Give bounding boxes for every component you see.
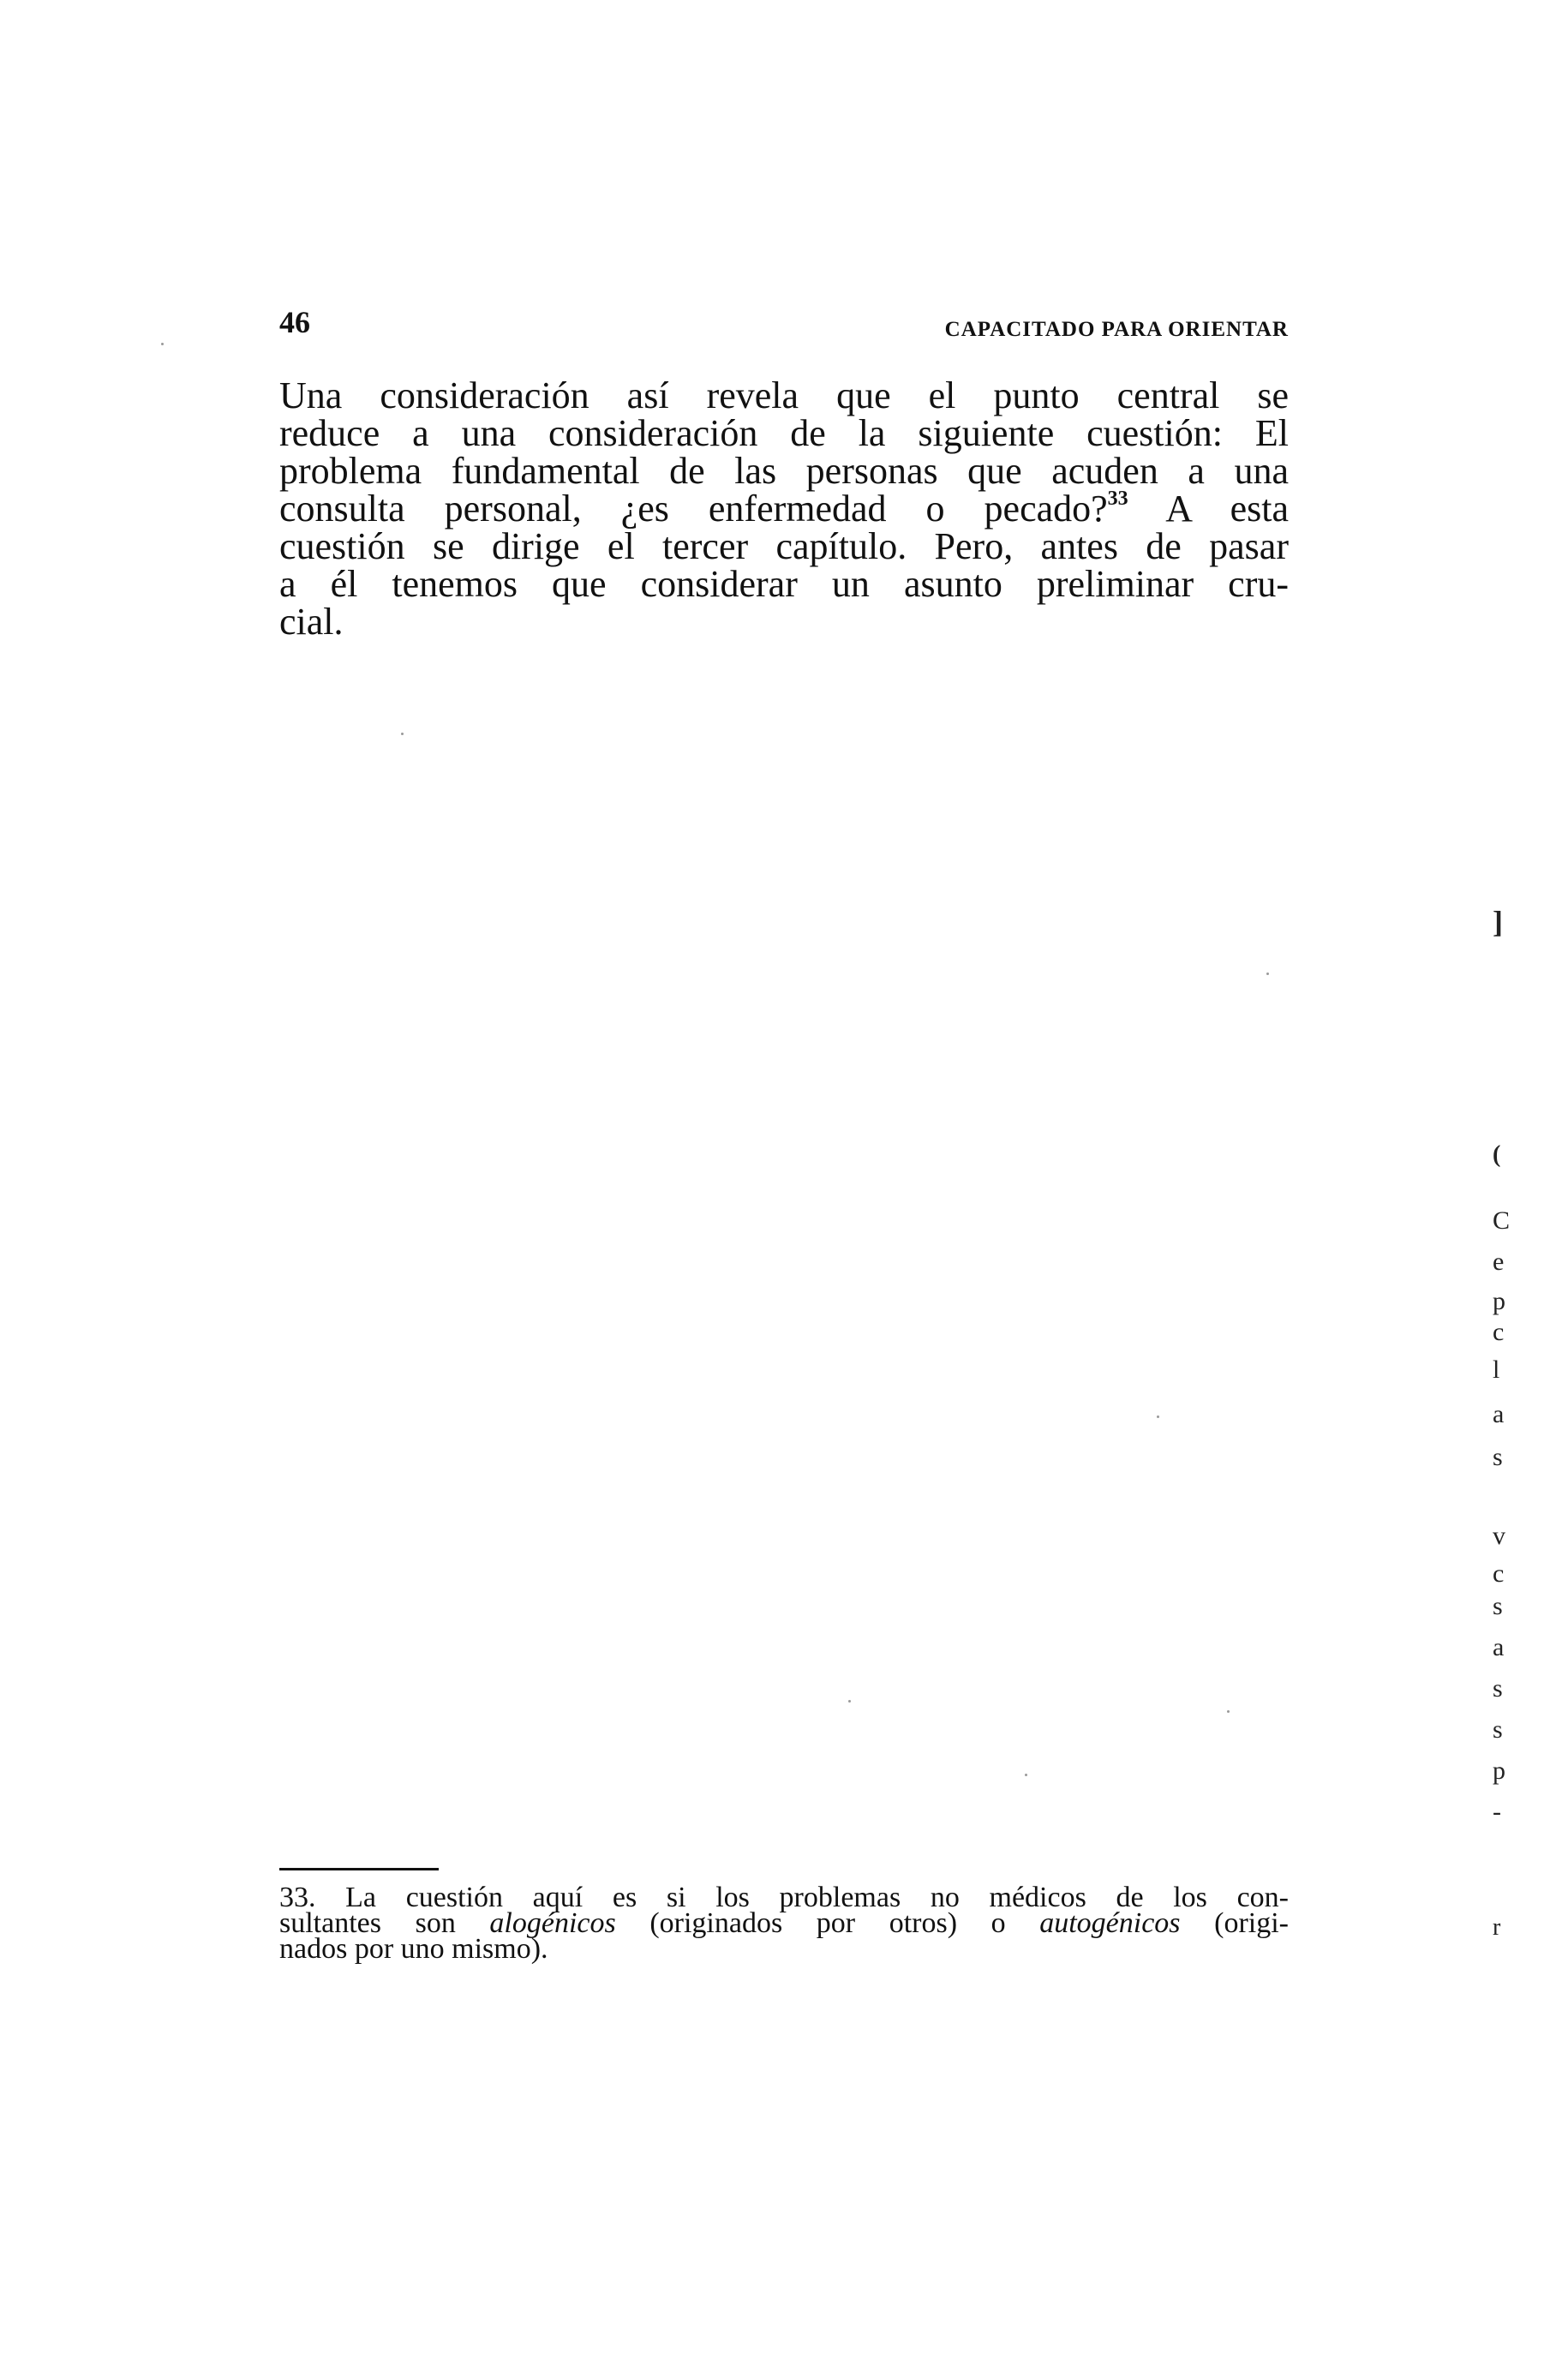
scan-speck: [401, 733, 404, 735]
body-paragraph: [279, 374, 1290, 643]
scan-speck: [161, 343, 164, 345]
bleed-through-char: ]: [1493, 905, 1503, 939]
bleed-through-char: e: [1493, 1248, 1505, 1276]
body-line-text: A esta: [1128, 488, 1290, 530]
body-line: problema fundamental de las personas que acuden a una: [279, 450, 1289, 492]
bleed-through-char: v: [1493, 1522, 1505, 1550]
body-line: cial.: [279, 601, 344, 643]
body-line: [279, 487, 1290, 530]
bleed-through-char: r: [1493, 1914, 1501, 1941]
body-line: Una consideración así revela que el punto central se: [279, 374, 1289, 416]
footnote-text: (originados por otros) o: [615, 1907, 1040, 1939]
bleed-through-char: c: [1493, 1559, 1505, 1588]
bleed-through-char: s: [1493, 1715, 1503, 1744]
bleed-through-char: p: [1493, 1287, 1505, 1315]
footnote: [279, 1882, 1290, 1965]
footnote-text: sultantes son: [279, 1907, 490, 1939]
footnote-italic-term: alogénicos: [489, 1907, 616, 1939]
bleed-through-char: l: [1493, 1356, 1500, 1384]
footnote-text: (origi-: [1180, 1907, 1290, 1939]
bleed-through-char: (: [1493, 1141, 1501, 1168]
footnote-line: nados por uno mismo).: [279, 1933, 548, 1965]
body-line-text: consulta personal, ¿es enfermedad o pecado?: [279, 488, 1108, 530]
bleed-through-char: s: [1493, 1592, 1503, 1620]
scan-speck: [1025, 1774, 1027, 1776]
footnote-text: La cuestión aquí es si los problemas no médicos de los con-: [315, 1882, 1289, 1913]
body-line: reduce a una consideración de la siguiente cuestión: El: [279, 412, 1289, 454]
body-line: cuestión se dirige el tercer capítulo. Pero, antes de pasar: [279, 525, 1289, 567]
body-line: a él tenemos que considerar un asunto preliminar cru-: [279, 563, 1289, 605]
bleed-through-char: -: [1493, 1798, 1501, 1826]
footnote-italic-term: autogénicos: [1039, 1907, 1181, 1939]
bleed-through-char: a: [1493, 1400, 1505, 1428]
bleed-through-char: a: [1493, 1633, 1505, 1661]
scan-speck: [1227, 1710, 1230, 1713]
footnote-rule: [279, 1868, 439, 1870]
bleed-through-char: C: [1493, 1206, 1511, 1235]
bleed-through-char: c: [1493, 1318, 1505, 1346]
scan-speck: [1266, 973, 1269, 975]
scan-speck: [848, 1700, 851, 1703]
bleed-through-char: s: [1493, 1443, 1503, 1471]
footnote-number: 33.: [279, 1882, 316, 1913]
page-number: 46: [279, 305, 310, 339]
running-header: CAPACITADO PARA ORIENTAR: [944, 318, 1289, 341]
footnote-reference: 33: [1107, 487, 1128, 510]
bleed-through-char: s: [1493, 1674, 1503, 1703]
bleed-through-char: p: [1493, 1757, 1505, 1785]
scan-speck: [1157, 1415, 1159, 1418]
